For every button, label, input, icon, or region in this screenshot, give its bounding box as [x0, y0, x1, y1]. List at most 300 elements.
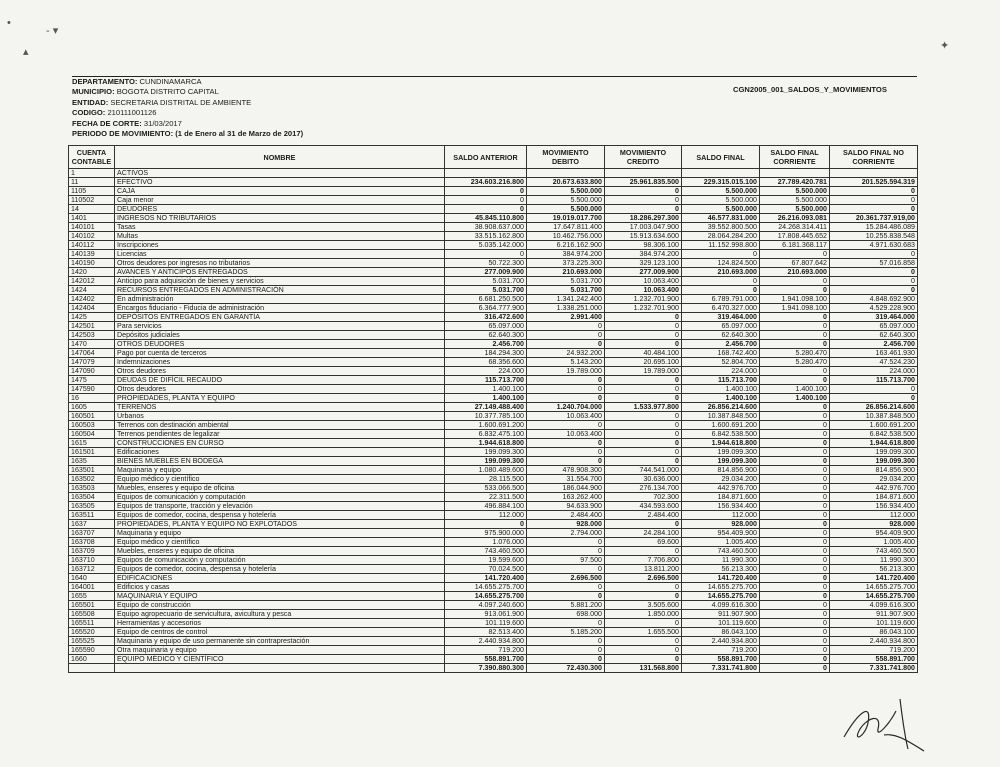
cell-cuenta: 1424: [69, 286, 115, 295]
table-row: [69, 547, 918, 556]
cell-saldo-anterior: 27.149.488.400: [445, 403, 527, 412]
cell-cuenta: 1401: [69, 214, 115, 223]
cell-mov-credito: 276.134.700: [605, 484, 682, 493]
cell-saldo-corriente: 0: [760, 547, 830, 556]
cell-saldo-final: 1.944.618.800: [682, 439, 760, 448]
table-row: [69, 538, 918, 547]
cell-saldo-final: 2.456.700: [682, 340, 760, 349]
cell-nombre: PROPIEDADES, PLANTA Y EQUIPO NO EXPLOTADOS: [115, 520, 445, 529]
cell-saldo-no-corriente: 0: [830, 205, 918, 214]
cell-saldo-final: 1.600.691.200: [682, 421, 760, 430]
cell-cuenta: 140190: [69, 259, 115, 268]
cell-mov-debito: 0: [527, 394, 605, 403]
cell-nombre: Inscripciones: [115, 241, 445, 250]
cell-saldo-anterior: 62.640.300: [445, 331, 527, 340]
cell-cuenta: 163502: [69, 475, 115, 484]
cell-saldo-no-corriente: 4.971.630.683: [830, 241, 918, 250]
table-row: [69, 223, 918, 232]
cell-saldo-anterior: 234.603.216.800: [445, 178, 527, 187]
scan-speck: •: [7, 17, 11, 29]
table-row: [69, 448, 918, 457]
cell-mov-debito: 186.044.900: [527, 484, 605, 493]
cell-saldo-anterior: 277.009.900: [445, 268, 527, 277]
cell-saldo-corriente: 0: [760, 646, 830, 655]
cell-nombre: Para servicios: [115, 322, 445, 331]
table-row: [69, 295, 918, 304]
cell-saldo-corriente: 0: [760, 538, 830, 547]
cell-mov-debito: 19.019.017.700: [527, 214, 605, 223]
table-row: [69, 484, 918, 493]
cell-saldo-final: 814.856.900: [682, 466, 760, 475]
table-row: [69, 331, 918, 340]
cell-saldo-final: 141.720.400: [682, 574, 760, 583]
table-row: [69, 583, 918, 592]
cell-mov-debito: 163.262.400: [527, 493, 605, 502]
cell-mov-credito: 0: [605, 376, 682, 385]
col-header-cuenta: CUENTA CONTABLE: [69, 146, 115, 169]
table-row: [69, 259, 918, 268]
cell-saldo-no-corriente: 6.842.538.500: [830, 430, 918, 439]
cell-mov-debito: 10.462.756.000: [527, 232, 605, 241]
table-row: [69, 205, 918, 214]
cell-saldo-corriente: 1.941.098.100: [760, 295, 830, 304]
cell-mov-debito: 0: [527, 421, 605, 430]
cell-saldo-final: 6.842.538.500: [682, 430, 760, 439]
cell-saldo-no-corriente: 141.720.400: [830, 574, 918, 583]
cell-nombre: Depósitos judiciales: [115, 331, 445, 340]
cell-saldo-no-corriente: 2.456.700: [830, 340, 918, 349]
cell-saldo-final: [682, 169, 760, 178]
cell-saldo-corriente: 5.500.000: [760, 196, 830, 205]
cell-saldo-no-corriente: 4.099.616.300: [830, 601, 918, 610]
cell-mov-credito: 1.850.000: [605, 610, 682, 619]
cell-mov-debito: 384.974.200: [527, 250, 605, 259]
cell-saldo-corriente: 0: [760, 601, 830, 610]
cell-mov-credito: 0: [605, 592, 682, 601]
cell-saldo-anterior: 68.356.600: [445, 358, 527, 367]
cell-saldo-anterior: 6.681.250.500: [445, 295, 527, 304]
cell-nombre: Equipos de comedor, cocina, despensa y hotelería: [115, 511, 445, 520]
cell-nombre: Edificios y casas: [115, 583, 445, 592]
table-row: [69, 502, 918, 511]
cell-mov-debito: 5.143.200: [527, 358, 605, 367]
cell-saldo-anterior: 22.311.500: [445, 493, 527, 502]
cell-mov-credito: 40.484.100: [605, 349, 682, 358]
cell-mov-credito: 0: [605, 583, 682, 592]
cell-nombre: Maquinaria y equipo: [115, 466, 445, 475]
cell-saldo-corriente: 0: [760, 331, 830, 340]
cell-mov-credito: 131.568.800: [605, 664, 682, 673]
cell-mov-credito: 0: [605, 340, 682, 349]
cell-mov-debito: 72.430.300: [527, 664, 605, 673]
cell-saldo-no-corriente: 814.856.900: [830, 466, 918, 475]
cell-mov-debito: 0: [527, 385, 605, 394]
table-row: [69, 610, 918, 619]
cell-mov-credito: 2.484.400: [605, 511, 682, 520]
department-line: DEPARTAMENTO: CUNDINAMARCA: [72, 77, 202, 86]
cell-saldo-corriente: 0: [760, 484, 830, 493]
cell-mov-credito: 30.636.000: [605, 475, 682, 484]
cell-saldo-no-corriente: 442.976.700: [830, 484, 918, 493]
cell-cuenta: 164001: [69, 583, 115, 592]
cell-mov-credito: 15.913.634.600: [605, 232, 682, 241]
cell-saldo-no-corriente: 0: [830, 187, 918, 196]
table-row: [69, 619, 918, 628]
table-row: [69, 349, 918, 358]
cell-cuenta: 142402: [69, 295, 115, 304]
cell-saldo-final: 39.552.800.500: [682, 223, 760, 232]
cell-saldo-no-corriente: 2.440.934.800: [830, 637, 918, 646]
cell-cuenta: 142012: [69, 277, 115, 286]
cell-mov-debito: 373.225.300: [527, 259, 605, 268]
cell-cuenta: 1660: [69, 655, 115, 664]
cell-saldo-corriente: 0: [760, 322, 830, 331]
cell-saldo-corriente: 0: [760, 628, 830, 637]
cell-saldo-anterior: 558.891.700: [445, 655, 527, 664]
table-row: [69, 493, 918, 502]
cell-mov-debito: 1.338.251.000: [527, 304, 605, 313]
table-row: [69, 403, 918, 412]
cell-saldo-no-corriente: 0: [830, 286, 918, 295]
cell-mov-debito: 0: [527, 592, 605, 601]
cell-cuenta: 140112: [69, 241, 115, 250]
cell-mov-debito: 0: [527, 538, 605, 547]
cell-saldo-anterior: 10.377.785.100: [445, 412, 527, 421]
cell-saldo-final: 5.500.000: [682, 196, 760, 205]
cell-mov-debito: 928.000: [527, 520, 605, 529]
cell-saldo-corriente: 0: [760, 277, 830, 286]
cell-saldo-anterior: 65.097.000: [445, 322, 527, 331]
cell-saldo-final: 1.400.100: [682, 385, 760, 394]
cell-nombre: Equipos de comedor, cocina, despensa y hotelería: [115, 565, 445, 574]
cell-nombre: Equipos de comunicación y computación: [115, 556, 445, 565]
cell-saldo-anterior: 533.066.500: [445, 484, 527, 493]
cell-mov-credito: 0: [605, 322, 682, 331]
cell-saldo-no-corriente: 1.944.618.800: [830, 439, 918, 448]
cell-mov-debito: 2.484.400: [527, 511, 605, 520]
cell-mov-credito: 0: [605, 637, 682, 646]
cell-saldo-no-corriente: 57.016.858: [830, 259, 918, 268]
cell-mov-debito: 5.881.200: [527, 601, 605, 610]
cell-saldo-no-corriente: 184.871.600: [830, 493, 918, 502]
cell-nombre: Equipo agropecuario de servicultura, avicultura y pesca: [115, 610, 445, 619]
cell-nombre: RECURSOS ENTREGADOS EN ADMINISTRACIÓN: [115, 286, 445, 295]
cell-mov-debito: 0: [527, 655, 605, 664]
cell-saldo-corriente: 0: [760, 313, 830, 322]
cell-saldo-anterior: 496.884.100: [445, 502, 527, 511]
cell-nombre: Edificaciones: [115, 448, 445, 457]
cell-cuenta: 147064: [69, 349, 115, 358]
cell-saldo-anterior: 19.599.600: [445, 556, 527, 565]
table-row: [69, 601, 918, 610]
cell-saldo-corriente: 210.693.000: [760, 268, 830, 277]
cell-mov-debito: 0: [527, 565, 605, 574]
cell-mov-debito: 0: [527, 448, 605, 457]
cell-mov-credito: 1.232.701.900: [605, 304, 682, 313]
cell-nombre: Muebles, enseres y equipo de oficina: [115, 547, 445, 556]
cell-saldo-no-corriente: 112.000: [830, 511, 918, 520]
cell-mov-debito: 97.500: [527, 556, 605, 565]
cell-nombre: Tasas: [115, 223, 445, 232]
cell-nombre: DEUDAS DE DIFÍCIL RECAUDO: [115, 376, 445, 385]
cell-saldo-no-corriente: 201.525.594.319: [830, 178, 918, 187]
cell-saldo-final: 11.152.998.800: [682, 241, 760, 250]
cell-saldo-anterior: 224.000: [445, 367, 527, 376]
cell-saldo-anterior: 28.115.500: [445, 475, 527, 484]
cell-nombre: INGRESOS NO TRIBUTARIOS: [115, 214, 445, 223]
cell-saldo-no-corriente: 101.119.600: [830, 619, 918, 628]
cell-nombre: CONSTRUCCIONES EN CURSO: [115, 439, 445, 448]
table-row: [69, 304, 918, 313]
cell-mov-debito: 10.063.400: [527, 430, 605, 439]
cell-saldo-final: 168.742.400: [682, 349, 760, 358]
table-row: [69, 169, 918, 178]
cell-saldo-final: 224.000: [682, 367, 760, 376]
report-code: CGN2005_001_SALDOS_Y_MOVIMIENTOS: [733, 85, 887, 94]
cell-mov-credito: 702.300: [605, 493, 682, 502]
cell-saldo-final: 14.655.275.700: [682, 592, 760, 601]
table-row: [69, 556, 918, 565]
cell-nombre: Maquinaria y equipo de uso permanente sin contraprestación: [115, 637, 445, 646]
cell-saldo-corriente: 0: [760, 430, 830, 439]
table-row: [69, 232, 918, 241]
table-row: [69, 655, 918, 664]
cell-saldo-corriente: 0: [760, 340, 830, 349]
col-header-saldo-final: SALDO FINAL: [682, 146, 760, 169]
cell-nombre: PROPIEDADES, PLANTA Y EQUIPO: [115, 394, 445, 403]
table-row: [69, 574, 918, 583]
cell-saldo-no-corriente: 10.255.838.548: [830, 232, 918, 241]
cell-saldo-no-corriente: 0: [830, 394, 918, 403]
cell-cuenta: 163505: [69, 502, 115, 511]
cell-mov-credito: 0: [605, 205, 682, 214]
table-row: [69, 412, 918, 421]
cell-saldo-no-corriente: 47.524.230: [830, 358, 918, 367]
cell-nombre: Muebles, enseres y equipo de oficina: [115, 484, 445, 493]
cell-saldo-final: 743.460.500: [682, 547, 760, 556]
cell-cuenta: 142501: [69, 322, 115, 331]
cell-cuenta: 165508: [69, 610, 115, 619]
cell-cuenta: 110502: [69, 196, 115, 205]
cell-mov-credito: 1.533.977.800: [605, 403, 682, 412]
table-row: [69, 358, 918, 367]
cell-saldo-final: 101.119.600: [682, 619, 760, 628]
cell-saldo-anterior: 1.944.618.800: [445, 439, 527, 448]
cell-mov-credito: 1.232.701.900: [605, 295, 682, 304]
cell-saldo-anterior: [445, 169, 527, 178]
cell-saldo-corriente: 0: [760, 367, 830, 376]
cell-mov-debito: 20.673.633.800: [527, 178, 605, 187]
cell-cuenta: 163709: [69, 547, 115, 556]
cell-mov-debito: 5.185.200: [527, 628, 605, 637]
cell-saldo-anterior: 1.076.000: [445, 538, 527, 547]
table-row: [69, 421, 918, 430]
cell-mov-debito: 5.500.000: [527, 196, 605, 205]
cell-nombre: Encargos fiduciario - Fiducia de administración: [115, 304, 445, 313]
cell-nombre: Herramientas y accesorios: [115, 619, 445, 628]
cell-saldo-final: 86.043.100: [682, 628, 760, 637]
cell-mov-debito: 0: [527, 457, 605, 466]
cell-saldo-anterior: 1.400.100: [445, 385, 527, 394]
cell-mov-credito: 0: [605, 655, 682, 664]
cell-saldo-corriente: 6.181.368.117: [760, 241, 830, 250]
cell-saldo-anterior: 50.722.300: [445, 259, 527, 268]
cell-saldo-corriente: 0: [760, 250, 830, 259]
cell-saldo-corriente: 0: [760, 421, 830, 430]
table-row: [69, 250, 918, 259]
cell-saldo-anterior: 975.900.000: [445, 529, 527, 538]
cell-mov-credito: 13.811.200: [605, 565, 682, 574]
cell-mov-debito: 0: [527, 322, 605, 331]
cell-saldo-final: 5.500.000: [682, 187, 760, 196]
cell-saldo-no-corriente: 911.907.900: [830, 610, 918, 619]
col-header-saldo-corriente: SALDO FINAL CORRIENTE: [760, 146, 830, 169]
cell-nombre: Equipo médico y científico: [115, 475, 445, 484]
cell-nombre: EQUIPO MÉDICO Y CIENTÍFICO: [115, 655, 445, 664]
cell-saldo-anterior: 5.035.142.000: [445, 241, 527, 250]
cell-mov-credito: 0: [605, 187, 682, 196]
table-row: [69, 475, 918, 484]
cell-saldo-no-corriente: 56.213.300: [830, 565, 918, 574]
cell-saldo-no-corriente: 26.856.214.600: [830, 403, 918, 412]
cell-mov-debito: 5.031.700: [527, 286, 605, 295]
cell-mov-credito: 2.696.500: [605, 574, 682, 583]
cell-mov-debito: 1.240.704.000: [527, 403, 605, 412]
table-row: [69, 511, 918, 520]
cell-cuenta: 147590: [69, 385, 115, 394]
cell-mov-credito: 0: [605, 196, 682, 205]
table-row: [69, 565, 918, 574]
cell-saldo-final: 184.871.600: [682, 493, 760, 502]
cell-saldo-corriente: 0: [760, 457, 830, 466]
cell-saldo-final: 6.789.791.000: [682, 295, 760, 304]
cell-cuenta: 163708: [69, 538, 115, 547]
cell-nombre: Licencias: [115, 250, 445, 259]
cell-saldo-anterior: 199.099.300: [445, 448, 527, 457]
entity-line: ENTIDAD: SECRETARIA DISTRITAL DE AMBIENTE: [72, 97, 252, 107]
cell-saldo-final: 719.200: [682, 646, 760, 655]
cell-saldo-corriente: 0: [760, 574, 830, 583]
cell-nombre: TERRENOS: [115, 403, 445, 412]
table-row: [69, 196, 918, 205]
cell-saldo-corriente: 0: [760, 637, 830, 646]
cell-mov-debito: 0: [527, 646, 605, 655]
table-row: [69, 286, 918, 295]
cell-saldo-no-corriente: 954.409.900: [830, 529, 918, 538]
cell-saldo-no-corriente: 199.099.300: [830, 457, 918, 466]
cell-saldo-corriente: 0: [760, 493, 830, 502]
cell-cuenta: 140139: [69, 250, 115, 259]
cell-mov-debito: 5.031.700: [527, 277, 605, 286]
cell-saldo-no-corriente: 0: [830, 277, 918, 286]
cut-date-line: FECHA DE CORTE: 31/03/2017: [72, 118, 182, 128]
cell-mov-credito: 329.123.100: [605, 259, 682, 268]
cell-saldo-corriente: 0: [760, 376, 830, 385]
cell-saldo-no-corriente: 11.990.300: [830, 556, 918, 565]
table-row: [69, 592, 918, 601]
table-row: [69, 520, 918, 529]
period-line: PERIODO DE MOVIMIENTO: (1 de Enero al 31 de Marzo de 2017): [72, 129, 304, 139]
col-header-mov-credito: MOVIMIENTO CREDITO: [605, 146, 682, 169]
cell-saldo-corriente: 0: [760, 412, 830, 421]
cell-nombre: Pago por cuenta de terceros: [115, 349, 445, 358]
cell-nombre: BIENES MUEBLES EN BODEGA: [115, 457, 445, 466]
cell-cuenta: 165520: [69, 628, 115, 637]
cell-cuenta: 160503: [69, 421, 115, 430]
cell-cuenta: 160501: [69, 412, 115, 421]
cell-saldo-final: 6.470.327.000: [682, 304, 760, 313]
balance-table: [68, 145, 918, 673]
cell-saldo-no-corriente: 4.848.692.900: [830, 295, 918, 304]
cell-saldo-anterior: 45.845.110.800: [445, 214, 527, 223]
table-row: [69, 628, 918, 637]
cell-mov-debito: 17.647.811.400: [527, 223, 605, 232]
cell-saldo-final: 112.000: [682, 511, 760, 520]
cell-saldo-corriente: 27.789.420.781: [760, 178, 830, 187]
cell-cuenta: 1425: [69, 313, 115, 322]
cell-nombre: [115, 664, 445, 673]
cell-saldo-final: 46.577.831.000: [682, 214, 760, 223]
cell-saldo-no-corriente: 156.934.400: [830, 502, 918, 511]
cell-saldo-anterior: 1.600.691.200: [445, 421, 527, 430]
cell-cuenta: 163707: [69, 529, 115, 538]
cell-nombre: Caja menor: [115, 196, 445, 205]
cell-mov-debito: 0: [527, 619, 605, 628]
cell-mov-credito: 0: [605, 646, 682, 655]
cell-saldo-anterior: 5.031.700: [445, 277, 527, 286]
cell-cuenta: 1637: [69, 520, 115, 529]
scan-speck: ▴: [23, 46, 29, 58]
cell-saldo-corriente: 67.807.642: [760, 259, 830, 268]
cell-saldo-no-corriente: 7.331.741.800: [830, 664, 918, 673]
cell-saldo-anterior: 7.390.880.300: [445, 664, 527, 673]
cell-nombre: Indemnizaciones: [115, 358, 445, 367]
cell-cuenta: 147079: [69, 358, 115, 367]
cell-saldo-anterior: 2.440.934.800: [445, 637, 527, 646]
cell-mov-debito: 10.063.400: [527, 412, 605, 421]
cell-saldo-final: 156.934.400: [682, 502, 760, 511]
table-row: [69, 268, 918, 277]
cell-nombre: En administración: [115, 295, 445, 304]
cell-saldo-anterior: 6.364.777.900: [445, 304, 527, 313]
cell-mov-credito: 18.286.297.300: [605, 214, 682, 223]
cell-saldo-corriente: 0: [760, 475, 830, 484]
cell-saldo-corriente: 5.280.470: [760, 349, 830, 358]
cell-saldo-final: 56.213.300: [682, 565, 760, 574]
cell-cuenta: 1470: [69, 340, 115, 349]
cell-nombre: EDIFICACIONES: [115, 574, 445, 583]
cell-saldo-corriente: 26.216.093.081: [760, 214, 830, 223]
table-row: [69, 367, 918, 376]
code-line: CODIGO: 210111001126: [72, 108, 157, 118]
cell-nombre: Equipo médico y científico: [115, 538, 445, 547]
cell-cuenta: 1605: [69, 403, 115, 412]
cell-saldo-anterior: 199.099.300: [445, 457, 527, 466]
cell-saldo-corriente: 0: [760, 286, 830, 295]
cell-saldo-no-corriente: 719.200: [830, 646, 918, 655]
cell-saldo-no-corriente: 743.460.500: [830, 547, 918, 556]
cell-mov-credito: 69.600: [605, 538, 682, 547]
cell-cuenta: 165511: [69, 619, 115, 628]
cell-saldo-no-corriente: 0: [830, 250, 918, 259]
cell-cuenta: 165525: [69, 637, 115, 646]
cell-saldo-no-corriente: 1.600.691.200: [830, 421, 918, 430]
cell-saldo-final: 124.824.500: [682, 259, 760, 268]
cell-nombre: OTROS DEUDORES: [115, 340, 445, 349]
cell-saldo-no-corriente: 14.655.275.700: [830, 592, 918, 601]
cell-cuenta: 11: [69, 178, 115, 187]
cell-cuenta: 163710: [69, 556, 115, 565]
